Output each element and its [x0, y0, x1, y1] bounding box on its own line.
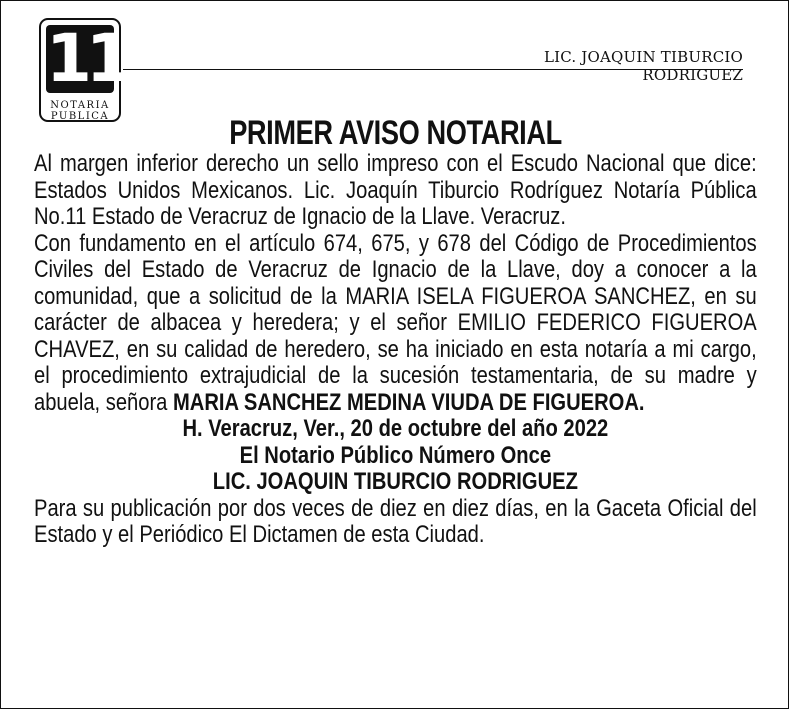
notice-title: PRIMER AVISO NOTARIAL — [229, 114, 562, 152]
notary-logo — [39, 18, 126, 122]
notary-title: El Notario Público Número Once — [239, 441, 552, 469]
paragraph-seal: Al margen inferior derecho un sello impreso con el Escudo Nacional que dice: Estados Unidos Mexicanos. Lic. Joaquín Tiburcio Rodríguez Notaría Pública No.11 Estado de Veracruz de Ignacio de la Llave. Veracruz. — [34, 150, 757, 230]
logo-text-notaria: NOTARIA — [50, 100, 110, 111]
deceased-name: MARIA SANCHEZ MEDINA VIUDA DE FIGUEROA. — [172, 388, 645, 416]
logo-number: 11 — [46, 20, 126, 97]
place-date: H. Veracruz, Ver., 20 de octubre del año 2022 — [182, 415, 609, 442]
paragraph-foundation — [34, 231, 757, 417]
header-notary-name: LIC. JOAQUIN TIBURCIO RODRIGUEZ — [543, 48, 743, 84]
notice-body — [34, 151, 757, 549]
notary-signature: LIC. JOAQUIN TIBURCIO RODRIGUEZ — [212, 468, 578, 495]
logo-text-publica: PUBLICA — [50, 111, 110, 122]
paragraph-foundation-text: Con fundamento en el artículo 674, 675, y 678 del Código de Procedimientos Civiles del Estado de Veracruz de Ignacio de la Llave, doy a conocer a la comunidad, que a solicitud de la MARIA ISELA FIGUEROA SANCHEZ, en su carácter de albacea y heredera; y el señor EMILIO FEDERICO FIGUEROA CHAVEZ, en su calidad de heredero, se ha iniciado en esta notaría a mi cargo, el procedimiento extrajudicial de la sucesión testamentaria, de su madre y abuela, señora — [34, 229, 757, 416]
paragraph-publication: Para su publicación por dos veces de diez en diez días, en la Gaceta Oficial del Estado y el Periódico El Dictamen de esta Ciudad. — [34, 494, 757, 548]
